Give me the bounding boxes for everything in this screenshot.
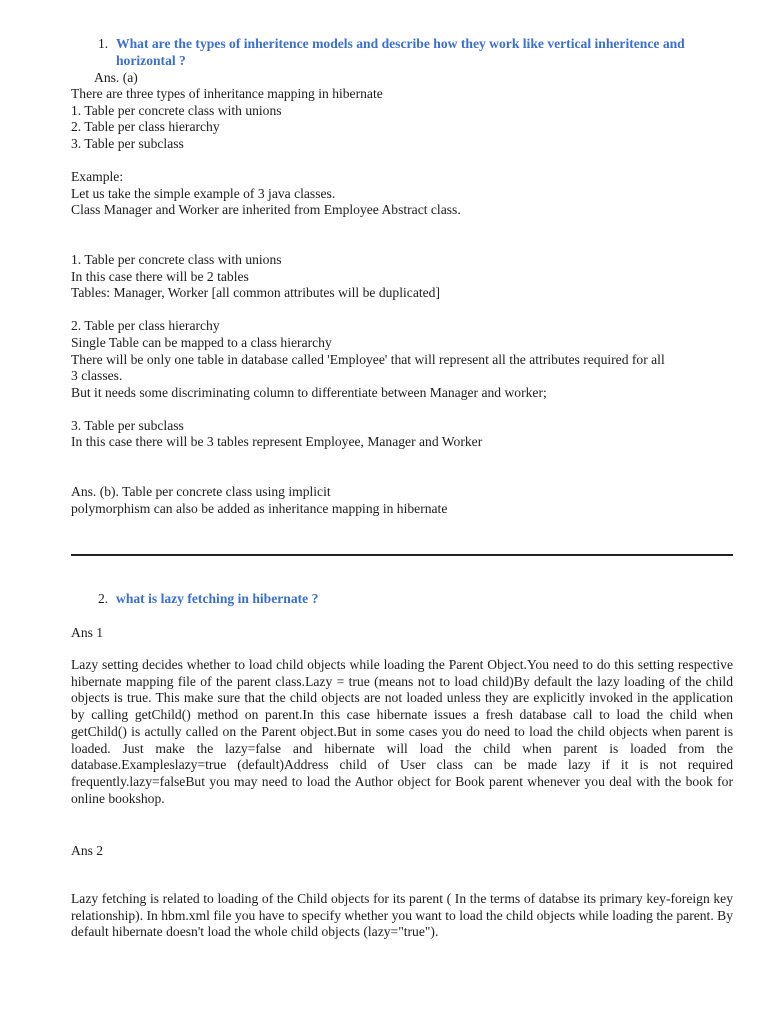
blank-line <box>71 219 735 236</box>
answer-a-line: polymorphism can also be added as inheritance mapping in hibernate <box>71 500 448 516</box>
question-2-heading <box>98 590 738 607</box>
answer-a-line: Let us take the simple example of 3 java classes. <box>71 185 336 201</box>
blank-line <box>71 401 735 418</box>
answer-a-line: 3. Table per subclass <box>71 135 184 151</box>
answer-1-paragraph: Lazy setting decides whether to load child objects while loading the Parent Object.You need to do this setting respective hibernate mapping file of the parent class.Lazy = true (means not to load child)By default the lazy loading of the child objects is true. This make sure that the child objects are not loaded unless they are explicitly invoked in the application by calling getChild() method on parent.In this case hibernate issues a fresh database call to load the child when getChild() is actully called on the Parent object.But in some cases you do need to load the child objects when parent is loaded. Just make the lazy=false and hibernate will load the child when parent is loaded from the database.Exampleslazy=true (default)Address child of User class can be made lazy if it is not required frequently.lazy=falseBut you may need to load the Author object for Book parent whenever you deal with the book for online bookshop. <box>71 657 733 806</box>
blank-line <box>71 302 735 319</box>
answer-a-line: Ans. (b). Table per concrete class using implicit <box>71 484 331 500</box>
blank-line <box>71 152 735 169</box>
answer-a-line: In this case there will be 2 tables <box>71 268 249 284</box>
answer-a-line: Class Manager and Worker are inherited from Employee Abstract class. <box>71 202 461 218</box>
answer-a-line: 3 classes. <box>71 368 123 384</box>
answer-a-line: There are three types of inheritance mapping in hibernate <box>71 86 383 101</box>
question-1-text: What are the types of inheritence models and describe how they work like vertical inheritence and horizontal ? <box>116 36 685 68</box>
section-divider <box>71 554 733 556</box>
blank-line <box>71 451 735 468</box>
answer-a-line: Tables: Manager, Worker [all common attributes will be duplicated] <box>71 285 440 301</box>
answer-a-line: 2. Table per class hierarchy <box>71 318 220 334</box>
answer-a-line: There will be only one table in database called 'Employee' that will represent all the attributes required for all <box>71 351 665 367</box>
answer-a-line: 3. Table per subclass <box>71 417 184 433</box>
question-1-heading <box>98 35 738 69</box>
answer-2-paragraph: Lazy fetching is related to loading of the Child objects for its parent ( In the terms of databse its primary key-foreign key relationship). In hbm.xml file you have to specify whether you want to load the child objects while loading the parent. By default hibernate doesn't load the whole child objects (lazy="true"). <box>71 891 733 940</box>
question-2-text: what is lazy fetching in hibernate ? <box>116 591 319 606</box>
answer-a-line: In this case there will be 3 tables represent Employee, Manager and Worker <box>71 434 483 450</box>
answer-1-label: Ans 1 <box>71 625 104 640</box>
answer-2-label: Ans 2 <box>71 843 104 858</box>
question-1-number: 1. <box>98 36 109 51</box>
answer-a-line: 2. Table per class hierarchy <box>71 119 220 135</box>
blank-line <box>71 235 735 252</box>
question-2-number: 2. <box>98 591 109 606</box>
answer-a-line: 1. Table per concrete class with unions <box>71 102 282 118</box>
answer-a-line: But it needs some discriminating column to differentiate between Manager and worker; <box>71 384 547 400</box>
answer-a-line: 1. Table per concrete class with unions <box>71 251 282 267</box>
answer-a-line: Single Table can be mapped to a class hierarchy <box>71 334 332 350</box>
blank-line <box>71 468 735 485</box>
answer-a-line: Example: <box>71 168 124 184</box>
answer-a-label: Ans. (a) <box>94 70 138 85</box>
answer-a-body <box>71 86 735 517</box>
